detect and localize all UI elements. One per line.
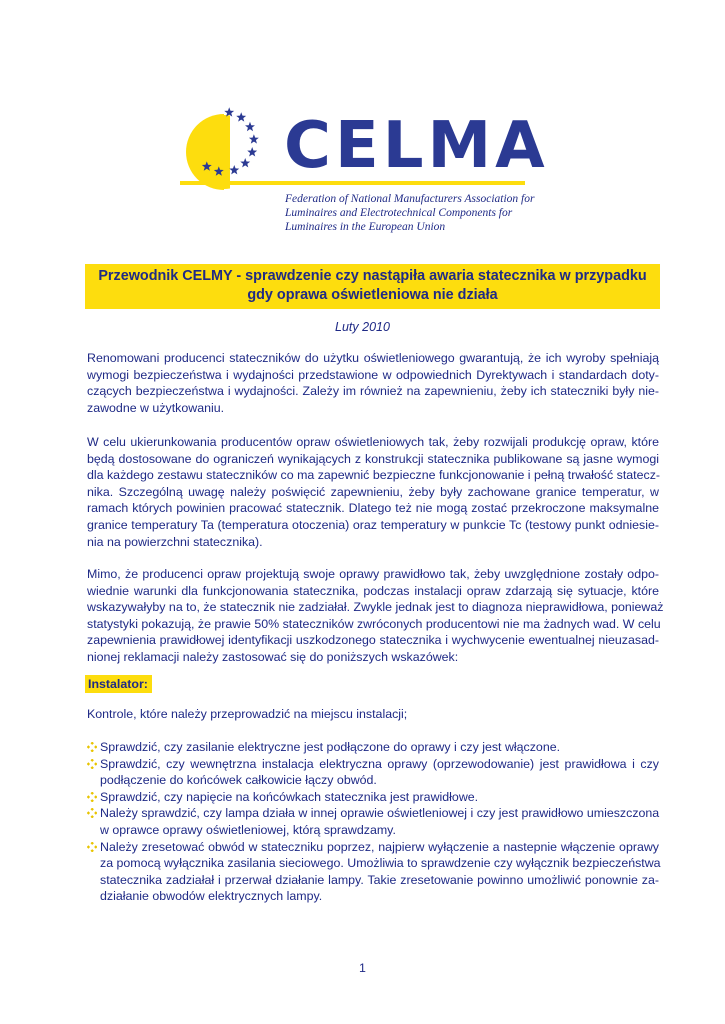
list-item-line: za pomocą wyłącznika zasilania sieciowego. Umożliwia to sprawdzenie czy wyłącznik bezpieczeństwa (100, 856, 661, 871)
list-item-line: Sprawdzić, czy zasilanie elektryczne jest podłączone do oprawy i czy jest włączone. (100, 740, 561, 754)
celma-logo (180, 104, 549, 194)
paragraph-line: zapewnienia prawidłowej identyfikacji uszkodzonego statecznika i wychwycenie ewentualnej nieuzasad- (87, 633, 659, 648)
diamond-bullet-icon (87, 792, 97, 802)
diamond-bullet-icon (87, 759, 97, 769)
paragraph-3 (87, 566, 664, 666)
document-title (85, 264, 660, 309)
list-item-line: Należy zresetować obwód w stateczniku poprzez, najpierw wyłączenie a nastepnie włączenie oprawy (100, 839, 659, 854)
list-item (87, 839, 659, 905)
paragraph-line: będą dostosowane do ograniczeń wynikających z konstrukcji statecznika publikowane są jasne wymogi (87, 451, 659, 466)
logo-tagline (285, 192, 545, 234)
list-item-line: statecznika zadziałał i przerwał działanie lampy. Takie zresetowanie powinno umożliwić ponownie za- (100, 872, 659, 887)
tagline-line: Luminaires in the European Union (285, 221, 446, 233)
page-number: 1 (359, 961, 366, 975)
paragraph-1 (87, 350, 659, 416)
document-date: Luty 2010 (335, 320, 390, 334)
paragraph-line: zawodne w użytkowaniu. (87, 400, 225, 415)
paragraph-line: Renomowani producenci stateczników do użytku oświetleniowego gwarantują, że ich wyroby spełniają (87, 351, 659, 365)
tagline-line: Luminaires and Electrotechnical Components for (285, 207, 513, 219)
title-line: Przewodnik CELMY - sprawdzenie czy nastąpiła awaria statecznika w przypadku (98, 268, 647, 284)
checklist (87, 739, 659, 905)
paragraph-line: wiednie warunki dla funkcjonowania statecznika, podczas instalacji opraw zdarzają się sytuacje, które (87, 583, 659, 598)
paragraph-2 (87, 434, 659, 550)
paragraph-line: czących bezpieczeństwa i wydajności. Zależy im również na zapewnieniu, żeby ich stateczniki były nie- (87, 384, 659, 399)
list-item-line: Należy sprawdzić, czy lampa działa w innej oprawie oświetleniowej i czy jest prawidłowo umieszczona (100, 806, 660, 821)
paragraph-line: statystyki pokazują, że prawie 50% stateczników zwróconych producentowi nie ma żadnych wad. W celu (87, 616, 661, 631)
paragraph-line: granice temperatury Ta (temperatura otoczenia) oraz temperatury w punkcie Tc (testowy punkt odniesie- (87, 517, 659, 532)
tagline-line: Federation of National Manufacturers Association for (285, 193, 535, 205)
star-icon (229, 165, 239, 174)
paragraph-line: Mimo, że producenci opraw projektują swoje oprawy prawidłowo tak, żeby uwzględnione zostały odpo- (87, 567, 659, 581)
star-icon (236, 112, 246, 121)
star-icon (240, 158, 250, 167)
paragraph-line: ramach których powinien pracować statecznik. Dlatego też nie mogą zostać przekroczone maksymalne (87, 501, 659, 516)
celma-wordmark: CELMA (284, 109, 549, 183)
star-icon (245, 122, 255, 131)
paragraph-line: nionej reklamacji należy zastosować się do poniższych wskazówek: (87, 649, 459, 664)
section-intro: Kontrole, które należy przeprowadzić na miejscu instalacji; (87, 707, 408, 721)
section-label-installer: Instalator: (85, 675, 152, 693)
list-item-line: Sprawdzić, czy wewnętrzna instalacja elektryczna oprawy (oprzewodowanie) jest prawidłowa i czy (100, 756, 659, 771)
paragraph-line: nia na powierzchni statecznika). (87, 534, 263, 549)
title-line: gdy oprawa oświetleniowa nie działa (247, 287, 498, 303)
paragraph-line: nika. Szczególną uwagę należy poświęcić zapewnieniu, żeby były zachowane granice temperatur, w (87, 484, 659, 499)
diamond-bullet-icon (87, 842, 97, 852)
list-item (87, 789, 659, 806)
star-icon (249, 134, 259, 143)
list-item-line: w oprawce oprawy oświetleniowej, którą sprawdzamy. (100, 822, 396, 837)
paragraph-line: wskazywałyby na to, że statecznik nie zadziałał. Zwykle jednak jest to diagnoza nieprawidłowa, ponieważ (87, 600, 664, 615)
diamond-bullet-icon (87, 742, 97, 752)
paragraph-line: dla każdego zestawu stateczników co ma zapewnić bezpieczne funkcjonowanie i pełną trwałość statecz- (87, 468, 661, 483)
paragraph-line: W celu ukierunkowania producentów opraw oświetleniowych tak, żeby rozwijali produkcję opraw, które (87, 435, 659, 449)
paragraph-line: wymogi bezpieczeństwa i wydajności przedstawione w odpowiednich Dyrektywach i standardach doty- (87, 367, 659, 382)
list-item (87, 756, 659, 789)
list-item-line: podłączenie do końcówek całkowicie łączy obwód. (100, 773, 377, 788)
list-item (87, 739, 659, 756)
list-item-line: działanie obwodów elektrycznych lampy. (100, 889, 323, 904)
diamond-bullet-icon (87, 808, 97, 818)
star-icon (247, 147, 257, 156)
list-item (87, 805, 659, 838)
list-item-line: Sprawdzić, czy napięcie na końcówkach statecznika jest prawidłowe. (100, 789, 479, 804)
